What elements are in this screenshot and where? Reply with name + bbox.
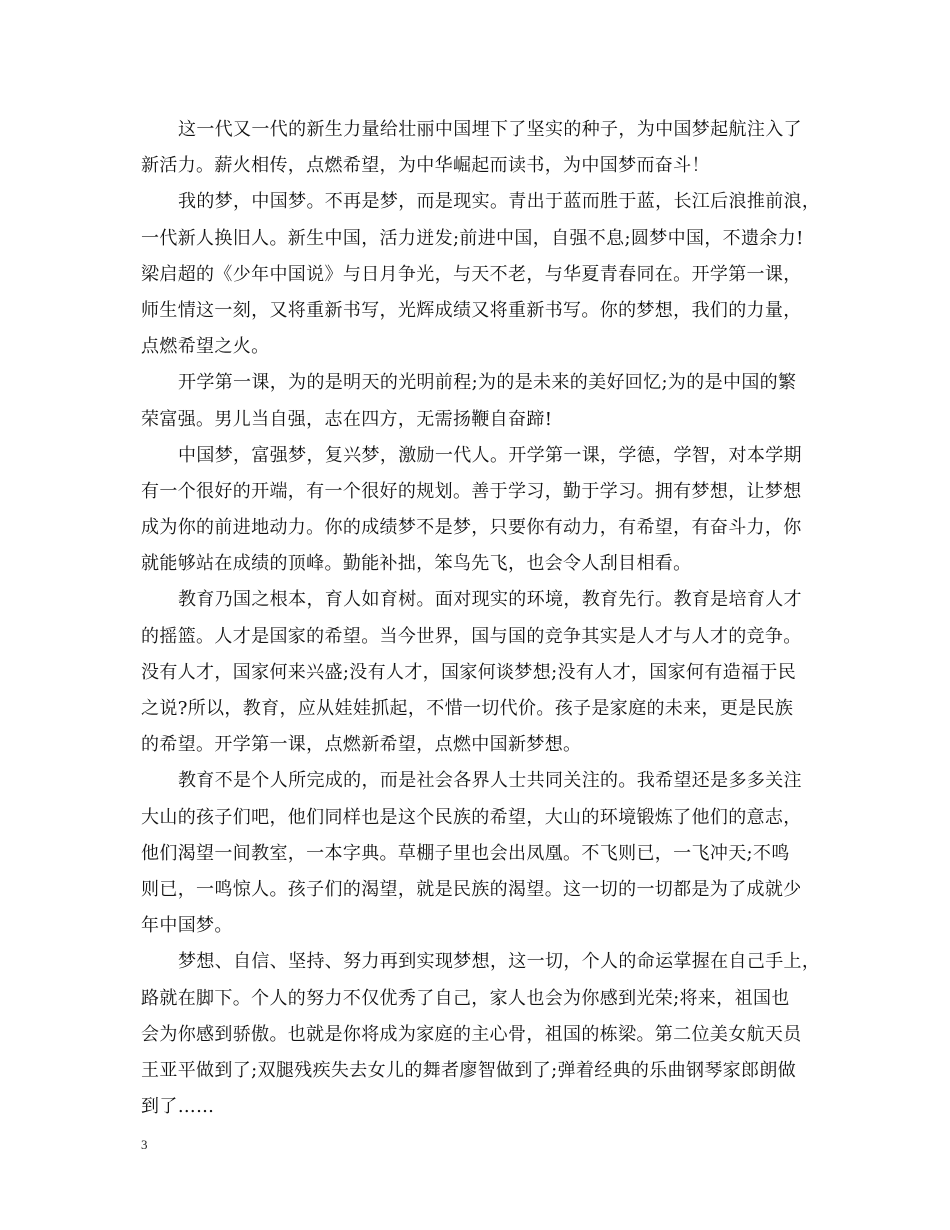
text-line: 他们渴望一间教室，一本字典。草棚子里也会出凤凰。不飞则已，一飞冲天;不鸣 bbox=[141, 842, 790, 864]
text-line: 路就在脚下。个人的努力不仅优秀了自己，家人也会为你感到光荣;将来，祖国也 bbox=[141, 987, 790, 1009]
paragraph bbox=[141, 763, 831, 944]
text-line: 中国梦，富强梦，复兴梦，激励一代人。开学第一课，学德，学智，对本学期 bbox=[178, 444, 802, 466]
text-line: 之说?所以，教育，应从娃娃抓起，不惜一切代价。孩子是家庭的未来，更是民族 bbox=[141, 698, 794, 719]
text-line: 我的梦，中国梦。不再是梦，而是现实。青出于蓝而胜于蓝，长江后浪推前浪， bbox=[178, 191, 821, 213]
text-line: 梦想、自信、坚持、努力再到实现梦想，这一切，个人的命运掌握在自己手上， bbox=[178, 951, 821, 973]
text-line: 师生情这一刻，又将重新书写，光辉成绩又将重新书写。你的梦想，我们的力量， bbox=[141, 299, 802, 321]
text-line: 新活力。薪火相传，点燃希望，为中华崛起而读书，为中国梦而奋斗！ bbox=[141, 155, 710, 177]
document-body bbox=[141, 112, 831, 1125]
text-line: 教育乃国之根本，育人如育树。面对现实的环境，教育先行。教育是培育人才 bbox=[178, 589, 802, 611]
text-line: 荣富强。男儿当自强，志在四方，无需扬鞭自奋蹄! bbox=[141, 408, 553, 430]
paragraph bbox=[141, 944, 831, 1125]
text-line: 开学第一课，为的是明天的光明前程;为的是未来的美好回忆;为的是中国的繁 bbox=[178, 372, 797, 394]
paragraph bbox=[141, 184, 831, 365]
text-line: 的摇篮。人才是国家的希望。当今世界，国与国的竞争其实是人才与人才的竞争。 bbox=[141, 625, 802, 647]
text-line: 点燃希望之火。 bbox=[141, 336, 270, 358]
page-number: 3 bbox=[141, 1137, 148, 1152]
text-line: 这一代又一代的新生力量给壮丽中国埋下了坚实的种子，为中国梦起航注入了 bbox=[178, 119, 802, 140]
text-line: 则已，一鸣惊人。孩子们的渴望，就是民族的渴望。这一切的一切都是为了成就少 bbox=[141, 878, 802, 900]
paragraph bbox=[141, 438, 831, 583]
text-line: 会为你感到骄傲。也就是你将成为家庭的主心骨，祖国的栋梁。第二位美女航天员 bbox=[141, 1023, 802, 1045]
text-line: 一代新人换旧人。新生中国，活力迸发;前进中国，自强不息;圆梦中国，不遗余力! bbox=[141, 227, 804, 249]
text-line: 有一个很好的开端，有一个很好的规划。善于学习，勤于学习。拥有梦想，让梦想 bbox=[141, 480, 802, 502]
paragraph bbox=[141, 365, 831, 437]
text-line: 教育不是个人所完成的，而是社会各界人士共同关注的。我希望还是多多关注 bbox=[178, 770, 802, 792]
text-line: 大山的孩子们吧，他们同样也是这个民族的希望，大山的环境锻炼了他们的意志， bbox=[141, 806, 802, 828]
text-line: 王亚平做到了;双腿残疾失去女儿的舞者廖智做到了;弹着经典的乐曲钢琴家郎朗做 bbox=[141, 1059, 797, 1081]
text-line: 成为你的前进地动力。你的成绩梦不是梦，只要你有动力，有希望，有奋斗力，你 bbox=[141, 517, 802, 539]
text-line: 没有人才，国家何来兴盛;没有人才，国家何谈梦想;没有人才，国家何有造福于民 bbox=[141, 661, 797, 683]
paragraph bbox=[141, 582, 831, 763]
text-line: 就能够站在成绩的顶峰。勤能补拙，笨鸟先飞，也会令人刮目相看。 bbox=[141, 553, 692, 575]
text-line: 的希望。开学第一课，点燃新希望，点燃中国新梦想。 bbox=[141, 734, 582, 756]
text-line: 梁启超的《少年中国说》与日月争光，与天不老，与华夏青春同在。开学第一课， bbox=[141, 263, 802, 285]
text-line: 年中国梦。 bbox=[141, 915, 233, 937]
text-line: 到了…… bbox=[141, 1096, 215, 1118]
paragraph bbox=[141, 112, 831, 184]
